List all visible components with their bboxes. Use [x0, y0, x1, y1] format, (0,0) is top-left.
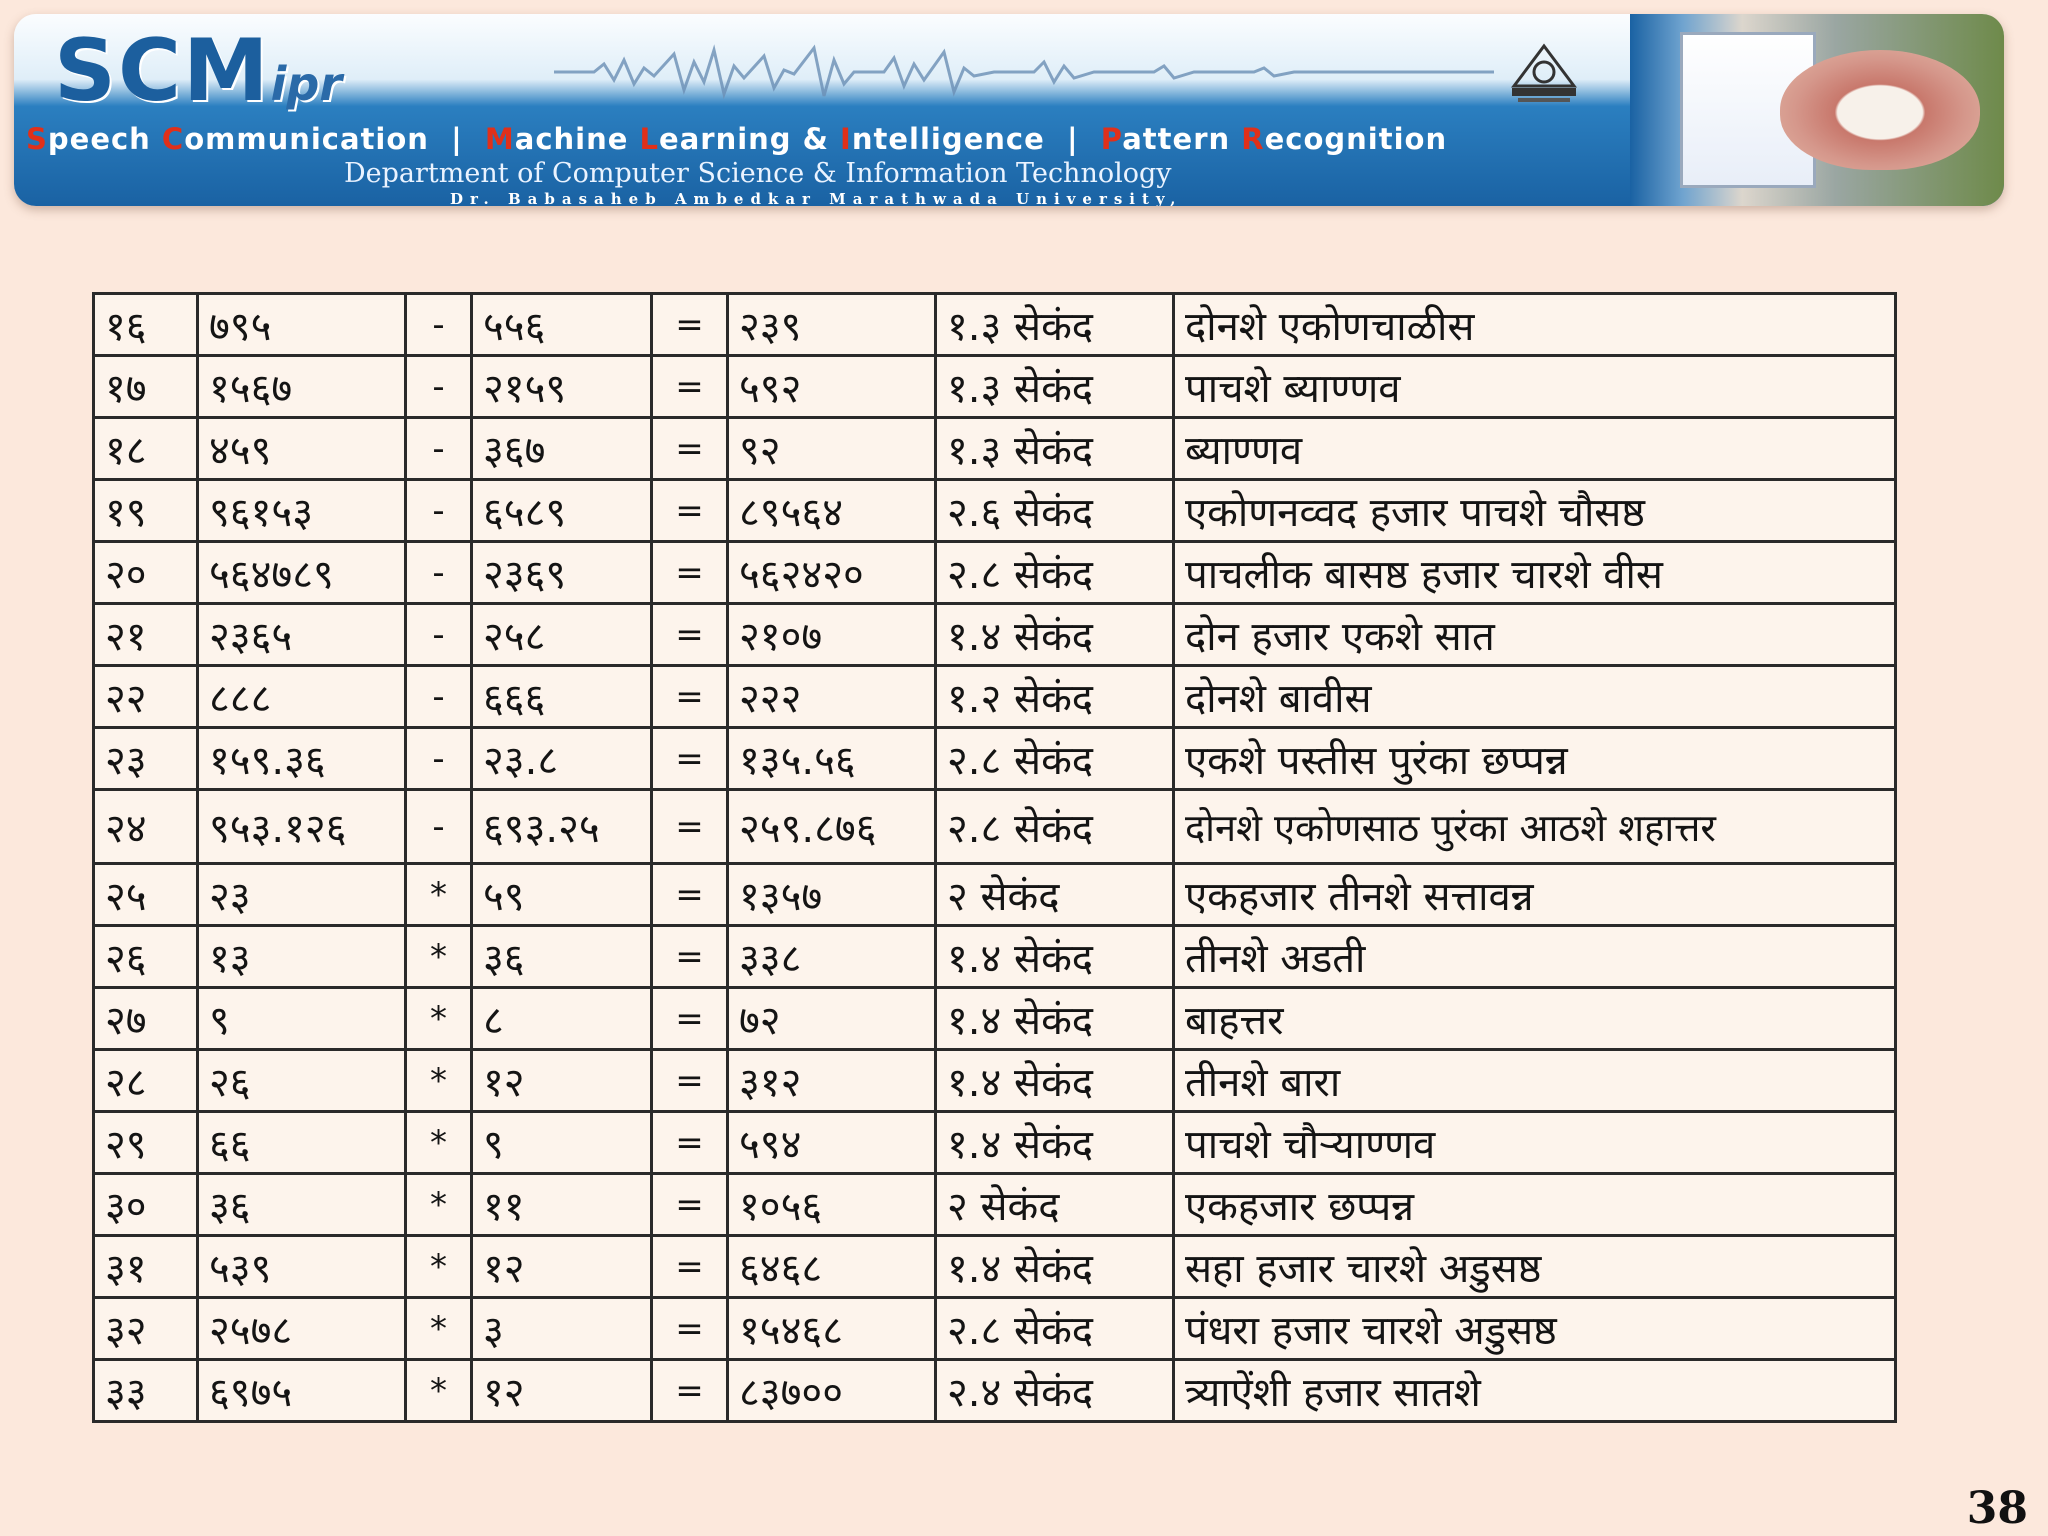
row-number-cell: १९	[94, 480, 198, 542]
operator-cell: -	[406, 294, 472, 356]
operator-cell: -	[406, 356, 472, 418]
tagline-text: earning &	[659, 122, 841, 156]
operand-b-cell: ६५८९	[472, 480, 652, 542]
tagline-initial: R	[1241, 122, 1265, 156]
words-cell: एकहजार तीनशे सत्तावन्न	[1174, 864, 1896, 926]
tagline-text: attern	[1122, 122, 1242, 156]
result-cell: ९२	[728, 418, 936, 480]
operand-b-cell: १२	[472, 1050, 652, 1112]
result-cell: ७२	[728, 988, 936, 1050]
result-cell: २५९.८७६	[728, 790, 936, 864]
words-cell: दोनशे एकोणचाळीस	[1174, 294, 1896, 356]
operand-a-cell: ६९७५	[198, 1360, 406, 1422]
words-cell: पाचशे ब्याण्णव	[1174, 356, 1896, 418]
operand-b-cell: ११	[472, 1174, 652, 1236]
operator-cell: *	[406, 1236, 472, 1298]
words-cell: त्र्याऐंशी हजार सातशे	[1174, 1360, 1896, 1422]
operand-a-cell: १५६७	[198, 356, 406, 418]
page-number: 38	[1966, 1483, 2028, 1534]
scmipr-logo	[54, 21, 343, 121]
row-number-cell: २७	[94, 988, 198, 1050]
row-number-cell: २१	[94, 604, 198, 666]
operator-cell: -	[406, 418, 472, 480]
operator-cell: *	[406, 1174, 472, 1236]
table-row	[94, 988, 1896, 1050]
operand-b-cell: ५९	[472, 864, 652, 926]
equals-cell: =	[652, 1112, 728, 1174]
result-cell: १५४६८	[728, 1298, 936, 1360]
operand-b-cell: ६६६	[472, 666, 652, 728]
row-number-cell: १७	[94, 356, 198, 418]
university-emblem-icon	[1504, 36, 1584, 106]
row-number-cell: २४	[94, 790, 198, 864]
time-cell: २.८ सेकंद	[936, 790, 1174, 864]
operand-a-cell: ९६१५३	[198, 480, 406, 542]
operand-a-cell: ५३९	[198, 1236, 406, 1298]
operand-b-cell: १२	[472, 1360, 652, 1422]
operand-a-cell: १५९.३६	[198, 728, 406, 790]
equals-cell: =	[652, 1360, 728, 1422]
banner-tagline	[26, 122, 1447, 156]
operand-b-cell: ८	[472, 988, 652, 1050]
operand-a-cell: ९	[198, 988, 406, 1050]
words-cell: दोन हजार एकशे सात	[1174, 604, 1896, 666]
time-cell: १.४ सेकंद	[936, 1112, 1174, 1174]
words-cell: एकहजार छप्पन्न	[1174, 1174, 1896, 1236]
operator-cell: -	[406, 604, 472, 666]
operand-a-cell: ५६४७८९	[198, 542, 406, 604]
operator-cell: *	[406, 1050, 472, 1112]
row-number-cell: २२	[94, 666, 198, 728]
operand-b-cell: ५५६	[472, 294, 652, 356]
row-number-cell: २३	[94, 728, 198, 790]
row-number-cell: ३०	[94, 1174, 198, 1236]
logo-main-text: SCM	[54, 21, 271, 121]
table-row	[94, 480, 1896, 542]
row-number-cell: ३२	[94, 1298, 198, 1360]
operand-b-cell: ३	[472, 1298, 652, 1360]
equals-cell: =	[652, 418, 728, 480]
row-number-cell: २५	[94, 864, 198, 926]
table-row	[94, 1298, 1896, 1360]
result-cell: १०५६	[728, 1174, 936, 1236]
time-cell: २.४ सेकंद	[936, 1360, 1174, 1422]
words-cell: ब्याण्णव	[1174, 418, 1896, 480]
tagline-text: ecognition	[1264, 122, 1448, 156]
operand-b-cell: १२	[472, 1236, 652, 1298]
result-cell: ८९५६४	[728, 480, 936, 542]
operator-cell: *	[406, 1112, 472, 1174]
words-cell: एकशे पस्तीस पुरंका छप्पन्न	[1174, 728, 1896, 790]
row-number-cell: ३३	[94, 1360, 198, 1422]
operand-b-cell: २३.८	[472, 728, 652, 790]
equals-cell: =	[652, 480, 728, 542]
equals-cell: =	[652, 1236, 728, 1298]
university-name: Dr. Babasaheb Ambedkar Marathwada University,	[450, 190, 1183, 206]
time-cell: २.८ सेकंद	[936, 728, 1174, 790]
tagline-initial: C	[161, 122, 185, 156]
speech-waveform-icon	[554, 42, 1494, 102]
operator-cell: *	[406, 1360, 472, 1422]
operator-cell: *	[406, 864, 472, 926]
table-row	[94, 1360, 1896, 1422]
result-cell: ३३८	[728, 926, 936, 988]
tagline-text: peech	[47, 122, 162, 156]
tagline-initial: I	[840, 122, 852, 156]
row-number-cell: २६	[94, 926, 198, 988]
row-number-cell: २०	[94, 542, 198, 604]
operator-cell: *	[406, 926, 472, 988]
equals-cell: =	[652, 1298, 728, 1360]
header-banner	[14, 14, 2004, 206]
words-cell: पंधरा हजार चारशे अडुसष्ठ	[1174, 1298, 1896, 1360]
operand-b-cell: ६९३.२५	[472, 790, 652, 864]
operand-a-cell: ३६	[198, 1174, 406, 1236]
table-row	[94, 604, 1896, 666]
equals-cell: =	[652, 1050, 728, 1112]
words-cell: एकोणनव्वद हजार पाचशे चौसष्ठ	[1174, 480, 1896, 542]
row-number-cell: २९	[94, 1112, 198, 1174]
time-cell: २.६ सेकंद	[936, 480, 1174, 542]
operand-b-cell: २३६९	[472, 542, 652, 604]
operand-a-cell: ४५९	[198, 418, 406, 480]
equals-cell: =	[652, 356, 728, 418]
row-number-cell: २८	[94, 1050, 198, 1112]
words-cell: दोनशे बावीस	[1174, 666, 1896, 728]
department-name: Department of Computer Science & Information Technology	[344, 158, 1172, 189]
time-cell: १.२ सेकंद	[936, 666, 1174, 728]
table-row	[94, 864, 1896, 926]
tagline-initial: L	[639, 122, 660, 156]
table-row	[94, 1112, 1896, 1174]
operator-cell: -	[406, 666, 472, 728]
tagline-initial: M	[484, 122, 515, 156]
table-row	[94, 418, 1896, 480]
operator-cell: -	[406, 542, 472, 604]
table-row	[94, 790, 1896, 864]
result-cell: १३५७	[728, 864, 936, 926]
time-cell: १.४ सेकंद	[936, 604, 1174, 666]
time-cell: १.३ सेकंद	[936, 356, 1174, 418]
table-body	[94, 294, 1896, 1422]
equals-cell: =	[652, 294, 728, 356]
equals-cell: =	[652, 988, 728, 1050]
table-row	[94, 542, 1896, 604]
words-cell: पाचशे चौऱ्याण्णव	[1174, 1112, 1896, 1174]
tagline-text: achine	[514, 122, 640, 156]
operator-cell: -	[406, 790, 472, 864]
time-cell: १.३ सेकंद	[936, 418, 1174, 480]
words-cell: दोनशे एकोणसाठ पुरंका आठशे शहात्तर	[1174, 790, 1896, 864]
result-cell: ५६२४२०	[728, 542, 936, 604]
table-row	[94, 294, 1896, 356]
tagline-initial: S	[26, 122, 48, 156]
operand-a-cell: ८८८	[198, 666, 406, 728]
equals-cell: =	[652, 542, 728, 604]
tagline-initial: P	[1100, 122, 1123, 156]
equals-cell: =	[652, 790, 728, 864]
words-cell: पाचलीक बासष्ठ हजार चारशे वीस	[1174, 542, 1896, 604]
time-cell: १.४ सेकंद	[936, 926, 1174, 988]
result-cell: ५९४	[728, 1112, 936, 1174]
time-cell: २.८ सेकंद	[936, 542, 1174, 604]
result-cell: २२२	[728, 666, 936, 728]
table-row	[94, 356, 1896, 418]
result-cell: ८३७००	[728, 1360, 936, 1422]
operator-cell: *	[406, 1298, 472, 1360]
operand-a-cell: २६	[198, 1050, 406, 1112]
operand-b-cell: ३६	[472, 926, 652, 988]
result-cell: ३१२	[728, 1050, 936, 1112]
table-row	[94, 1050, 1896, 1112]
tagline-text: ommunication |	[184, 122, 485, 156]
time-cell: २ सेकंद	[936, 1174, 1174, 1236]
time-cell: १.४ सेकंद	[936, 1236, 1174, 1298]
tagline-text: ntelligence |	[851, 122, 1101, 156]
result-cell: २१०७	[728, 604, 936, 666]
operand-a-cell: १३	[198, 926, 406, 988]
result-cell: २३९	[728, 294, 936, 356]
table-row	[94, 1236, 1896, 1298]
equals-cell: =	[652, 604, 728, 666]
operator-cell: -	[406, 480, 472, 542]
words-cell: तीनशे बारा	[1174, 1050, 1896, 1112]
equals-cell: =	[652, 1174, 728, 1236]
table-row	[94, 666, 1896, 728]
words-cell: सहा हजार चारशे अडुसष्ठ	[1174, 1236, 1896, 1298]
row-number-cell: ३१	[94, 1236, 198, 1298]
time-cell: १.४ सेकंद	[936, 988, 1174, 1050]
operand-a-cell: २३६५	[198, 604, 406, 666]
time-cell: २ सेकंद	[936, 864, 1174, 926]
equals-cell: =	[652, 864, 728, 926]
time-cell: १.३ सेकंद	[936, 294, 1174, 356]
row-number-cell: १६	[94, 294, 198, 356]
arithmetic-results-table	[92, 292, 1897, 1423]
time-cell: १.४ सेकंद	[936, 1050, 1174, 1112]
time-cell: २.८ सेकंद	[936, 1298, 1174, 1360]
operand-a-cell: ९५३.१२६	[198, 790, 406, 864]
operator-cell: -	[406, 728, 472, 790]
operand-b-cell: ३६७	[472, 418, 652, 480]
result-cell: ६४६८	[728, 1236, 936, 1298]
table-row	[94, 728, 1896, 790]
words-cell: बाहत्तर	[1174, 988, 1896, 1050]
logo-sub-text: ipr	[270, 57, 343, 111]
operand-a-cell: २३	[198, 864, 406, 926]
result-cell: १३५.५६	[728, 728, 936, 790]
operand-b-cell: ९	[472, 1112, 652, 1174]
speech-photo	[1630, 14, 2004, 206]
operator-cell: *	[406, 988, 472, 1050]
result-cell: ५९२	[728, 356, 936, 418]
operand-a-cell: ६६	[198, 1112, 406, 1174]
row-number-cell: १८	[94, 418, 198, 480]
equals-cell: =	[652, 926, 728, 988]
equals-cell: =	[652, 728, 728, 790]
table-row	[94, 926, 1896, 988]
mouth-image	[1780, 50, 1980, 170]
equals-cell: =	[652, 666, 728, 728]
operand-b-cell: २१५९	[472, 356, 652, 418]
table-row	[94, 1174, 1896, 1236]
operand-b-cell: २५८	[472, 604, 652, 666]
operand-a-cell: ७९५	[198, 294, 406, 356]
words-cell: तीनशे अडती	[1174, 926, 1896, 988]
operand-a-cell: २५७८	[198, 1298, 406, 1360]
